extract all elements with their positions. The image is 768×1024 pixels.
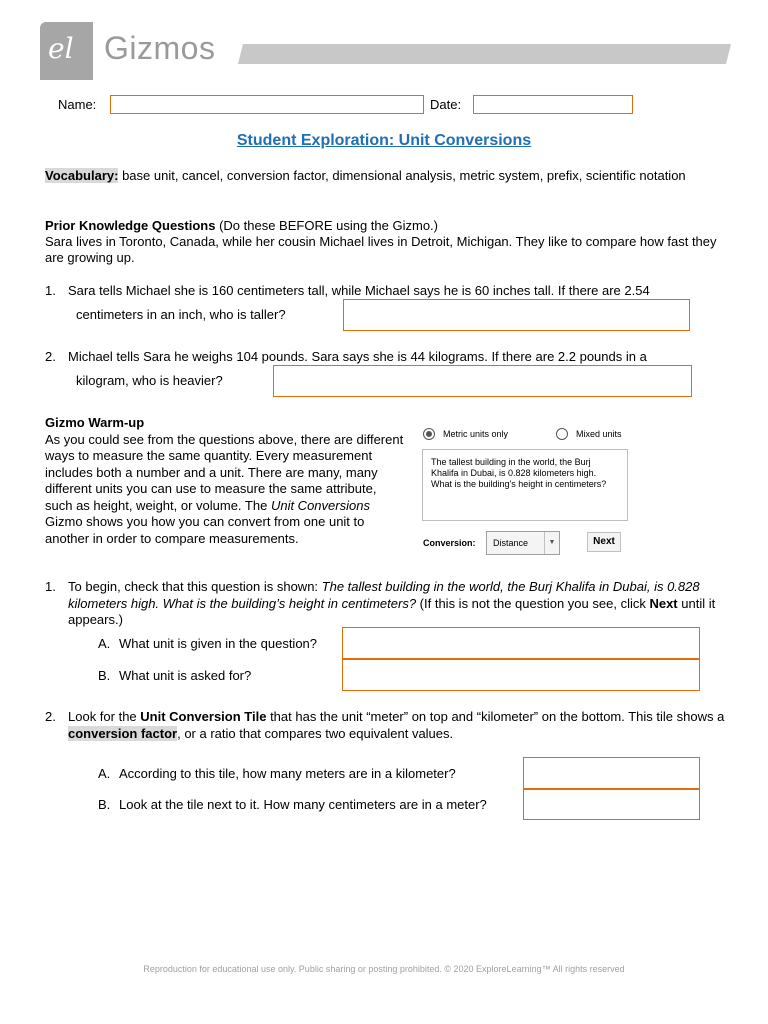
w2-text-c: , or a ratio that compares two equivalent values. — [177, 725, 454, 741]
sim-question-box — [422, 449, 628, 521]
w1-b-label: B. — [98, 668, 111, 683]
metric-units-label: Metric units only — [443, 429, 509, 439]
warmup-gizmo-name: Unit Conversions — [270, 497, 370, 513]
conversion-select-value: Distance — [493, 538, 529, 548]
w2-number: 2. — [45, 709, 56, 724]
w1-b-answer[interactable] — [342, 659, 700, 691]
w2-text-a: Look for the — [68, 709, 141, 724]
warmup-text2: Gizmo shows you how you can convert from one unit to another in order to compare measurements. — [45, 514, 365, 546]
vocabulary-label: Vocabulary: — [45, 168, 119, 183]
w2-text — [68, 709, 728, 742]
w2-b-text: Look at the tile next to it. How many centimeters are in a meter? — [119, 797, 487, 812]
gizmos-brand: Gizmos — [104, 30, 216, 66]
w1-a-label: A. — [98, 636, 111, 651]
sim-question-text: The tallest building in the world, the Burj Khalifa in Dubai, is 0.828 kilometers high. What is the building's height in centimeters? — [431, 457, 607, 489]
prior-q2-line2: kilogram, who is heavier? — [76, 373, 223, 388]
vocabulary-text: base unit, cancel, conversion factor, dimensional analysis, metric system, prefix, scientific notation — [118, 168, 686, 183]
prior-q1-line2: centimeters in an inch, who is taller? — [76, 307, 286, 322]
w1-b-text: What unit is asked for? — [119, 668, 252, 683]
warmup-text1: As you could see from the questions above, there are different ways to measure the same quantity. Every measurement includes both a number and a unit. There are many, many different units you can use to measure the same attribute, such as height, weight, or volume. The — [45, 431, 404, 513]
mixed-units-label: Mixed units — [576, 429, 622, 439]
metric-units-radio[interactable] — [423, 428, 435, 440]
w1-a-answer[interactable] — [342, 627, 700, 659]
prior-q1-answer[interactable] — [343, 299, 690, 331]
page-title: Student Exploration: Unit Conversions — [236, 132, 532, 149]
w1-text — [68, 579, 728, 629]
prior-knowledge — [45, 218, 725, 234]
w2-a-answer[interactable] — [523, 757, 700, 789]
w1-next-word: Next — [649, 595, 678, 611]
w1-a-text: What unit is given in the question? — [119, 636, 318, 651]
logo-glyph: el — [48, 32, 74, 65]
prior-q1-number: 1. — [45, 283, 56, 298]
mixed-units-radio[interactable] — [556, 428, 568, 440]
date-field[interactable] — [473, 95, 633, 114]
w1-text-b: (If this is not the question you see, click — [416, 595, 650, 611]
name-label: Name: — [58, 97, 97, 112]
prior-heading: Prior Knowledge Questions — [45, 218, 216, 233]
conversion-select[interactable] — [486, 531, 560, 555]
warmup-section — [45, 415, 405, 547]
w1-number: 1. — [45, 579, 56, 594]
w1-text-c: until it appears.) — [68, 595, 716, 627]
header-bar — [238, 44, 731, 64]
conversion-label: Conversion: — [423, 538, 476, 548]
name-field[interactable] — [110, 95, 424, 114]
w2-a-text: According to this tile, how many meters are in a kilometer? — [119, 766, 456, 781]
prior-q2-answer[interactable] — [273, 365, 692, 397]
w2-b-answer[interactable] — [523, 789, 700, 820]
prior-q1-line1: Sara tells Michael she is 160 centimeters tall, while Michael says he is 60 inches tall. If there are 2.54 — [68, 283, 650, 298]
explorelearning-logo — [40, 22, 93, 80]
date-label: Date: — [430, 97, 462, 112]
w2-tile: Unit Conversion Tile — [140, 709, 267, 724]
prior-intro: Sara lives in Toronto, Canada, while her cousin Michael lives in Detroit, Michigan. They like to compare how fast they are growing up. — [45, 234, 717, 265]
w1-text-a: To begin, check that this question is shown: — [68, 579, 322, 594]
w2-a-label: A. — [98, 766, 111, 781]
w2-b-label: B. — [98, 797, 111, 812]
prior-note: (Do these BEFORE using the Gizmo.) — [215, 218, 438, 233]
vocabulary — [45, 168, 725, 184]
chevron-down-icon: ▼ — [544, 532, 559, 554]
w2-text-b: that has the unit “meter” on top and “kilometer” on the bottom. This tile shows a — [266, 709, 725, 724]
prior-q2-number: 2. — [45, 349, 56, 364]
w2-factor: conversion factor — [68, 725, 178, 741]
w1-question: The tallest building in the world, the Burj Khalifa in Dubai, is 0.828 kilometers high. What is the building’s height in centimeters? — [68, 579, 700, 611]
prior-q2-line1: Michael tells Sara he weighs 104 pounds. Sara says she is 44 kilograms. If there are 2.2 pounds in a — [68, 349, 647, 364]
warmup-heading: Gizmo Warm-up — [45, 415, 145, 430]
footer-copyright: Reproduction for educational use only. Public sharing or posting prohibited. © 2020 ExploreLearning™ All rights reserved — [143, 964, 625, 974]
next-button[interactable]: Next — [587, 532, 621, 552]
